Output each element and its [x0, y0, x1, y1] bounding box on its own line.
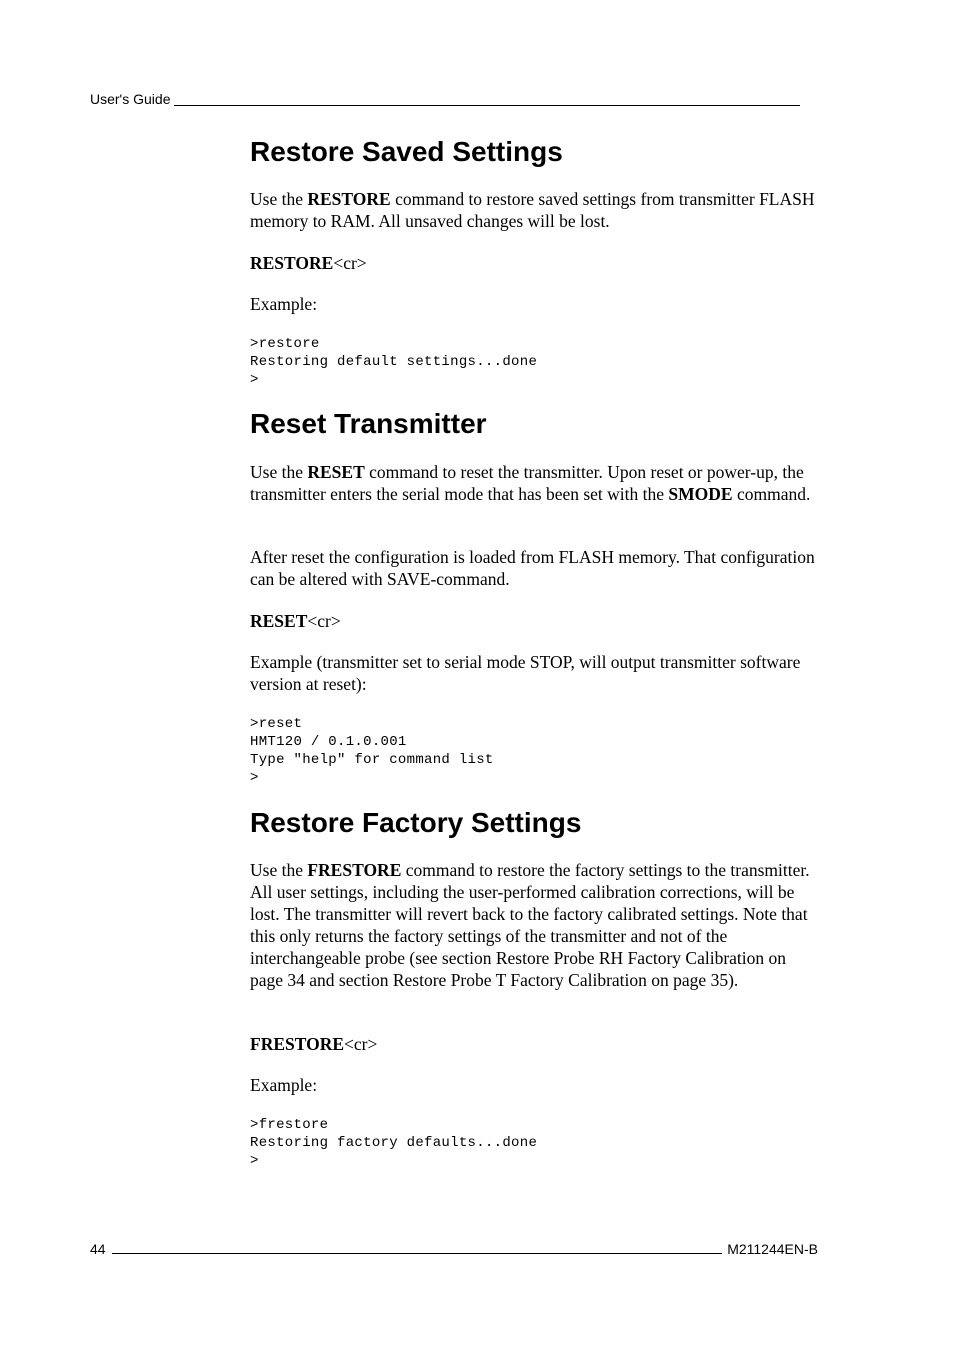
- reset-example-label: Example (transmitter set to serial mode STOP, will output transmitter software version at reset):: [250, 652, 801, 694]
- frestore-syntax: FRESTORE<cr>: [250, 1034, 378, 1054]
- header-rule: [174, 104, 800, 106]
- section-title-restore-saved-settings: Restore Saved Settings: [250, 136, 563, 167]
- restore-example-label: Example:: [250, 294, 318, 314]
- frestore-example-label: Example:: [250, 1075, 318, 1095]
- section-title-reset-transmitter: Reset Transmitter: [250, 408, 487, 439]
- restore-syntax: RESTORE<cr>: [250, 253, 367, 273]
- reset-config-note: After reset the configuration is loaded from FLASH memory. That configuration can be altered with SAVE-command.: [250, 547, 815, 589]
- footer-rule: [112, 1252, 723, 1254]
- running-header: [90, 91, 814, 107]
- section-title-restore-factory-settings: Restore Factory Settings: [250, 807, 582, 838]
- frestore-example-code: >frestore Restoring factory defaults...done >: [250, 1117, 538, 1169]
- restore-example-code: >restore Restoring default settings...done >: [250, 336, 538, 388]
- reset-description: Use the RESET command to reset the transmitter. Upon reset or power-up, the transmitter enters the serial mode that has been set with the SMODE command.: [250, 462, 811, 504]
- reset-syntax: RESET<cr>: [250, 611, 341, 631]
- header-text: User's Guide: [90, 91, 171, 107]
- running-footer: [90, 1241, 818, 1257]
- reset-example-code: >reset HMT120 / 0.1.0.001 Type "help" for command list >: [250, 716, 494, 786]
- frestore-description: Use the FRESTORE command to restore the factory settings to the transmitter. All user settings, including the user-performed calibration corrections, will be lost. The transmitter will revert back to the factory calibrated settings. Note that this only returns the factory settings of the transmitter and not of the interchangeable probe (see section Restore Probe RH Factory Calibration on page 34 and section Restore Probe T Factory Calibration on page 35).: [250, 860, 810, 990]
- page-number: 44: [90, 1241, 106, 1257]
- restore-description: Use the RESTORE command to restore saved settings from transmitter FLASH memory to RAM. All unsaved changes will be lost.: [250, 189, 815, 231]
- document-code: M211244EN-B: [727, 1241, 818, 1257]
